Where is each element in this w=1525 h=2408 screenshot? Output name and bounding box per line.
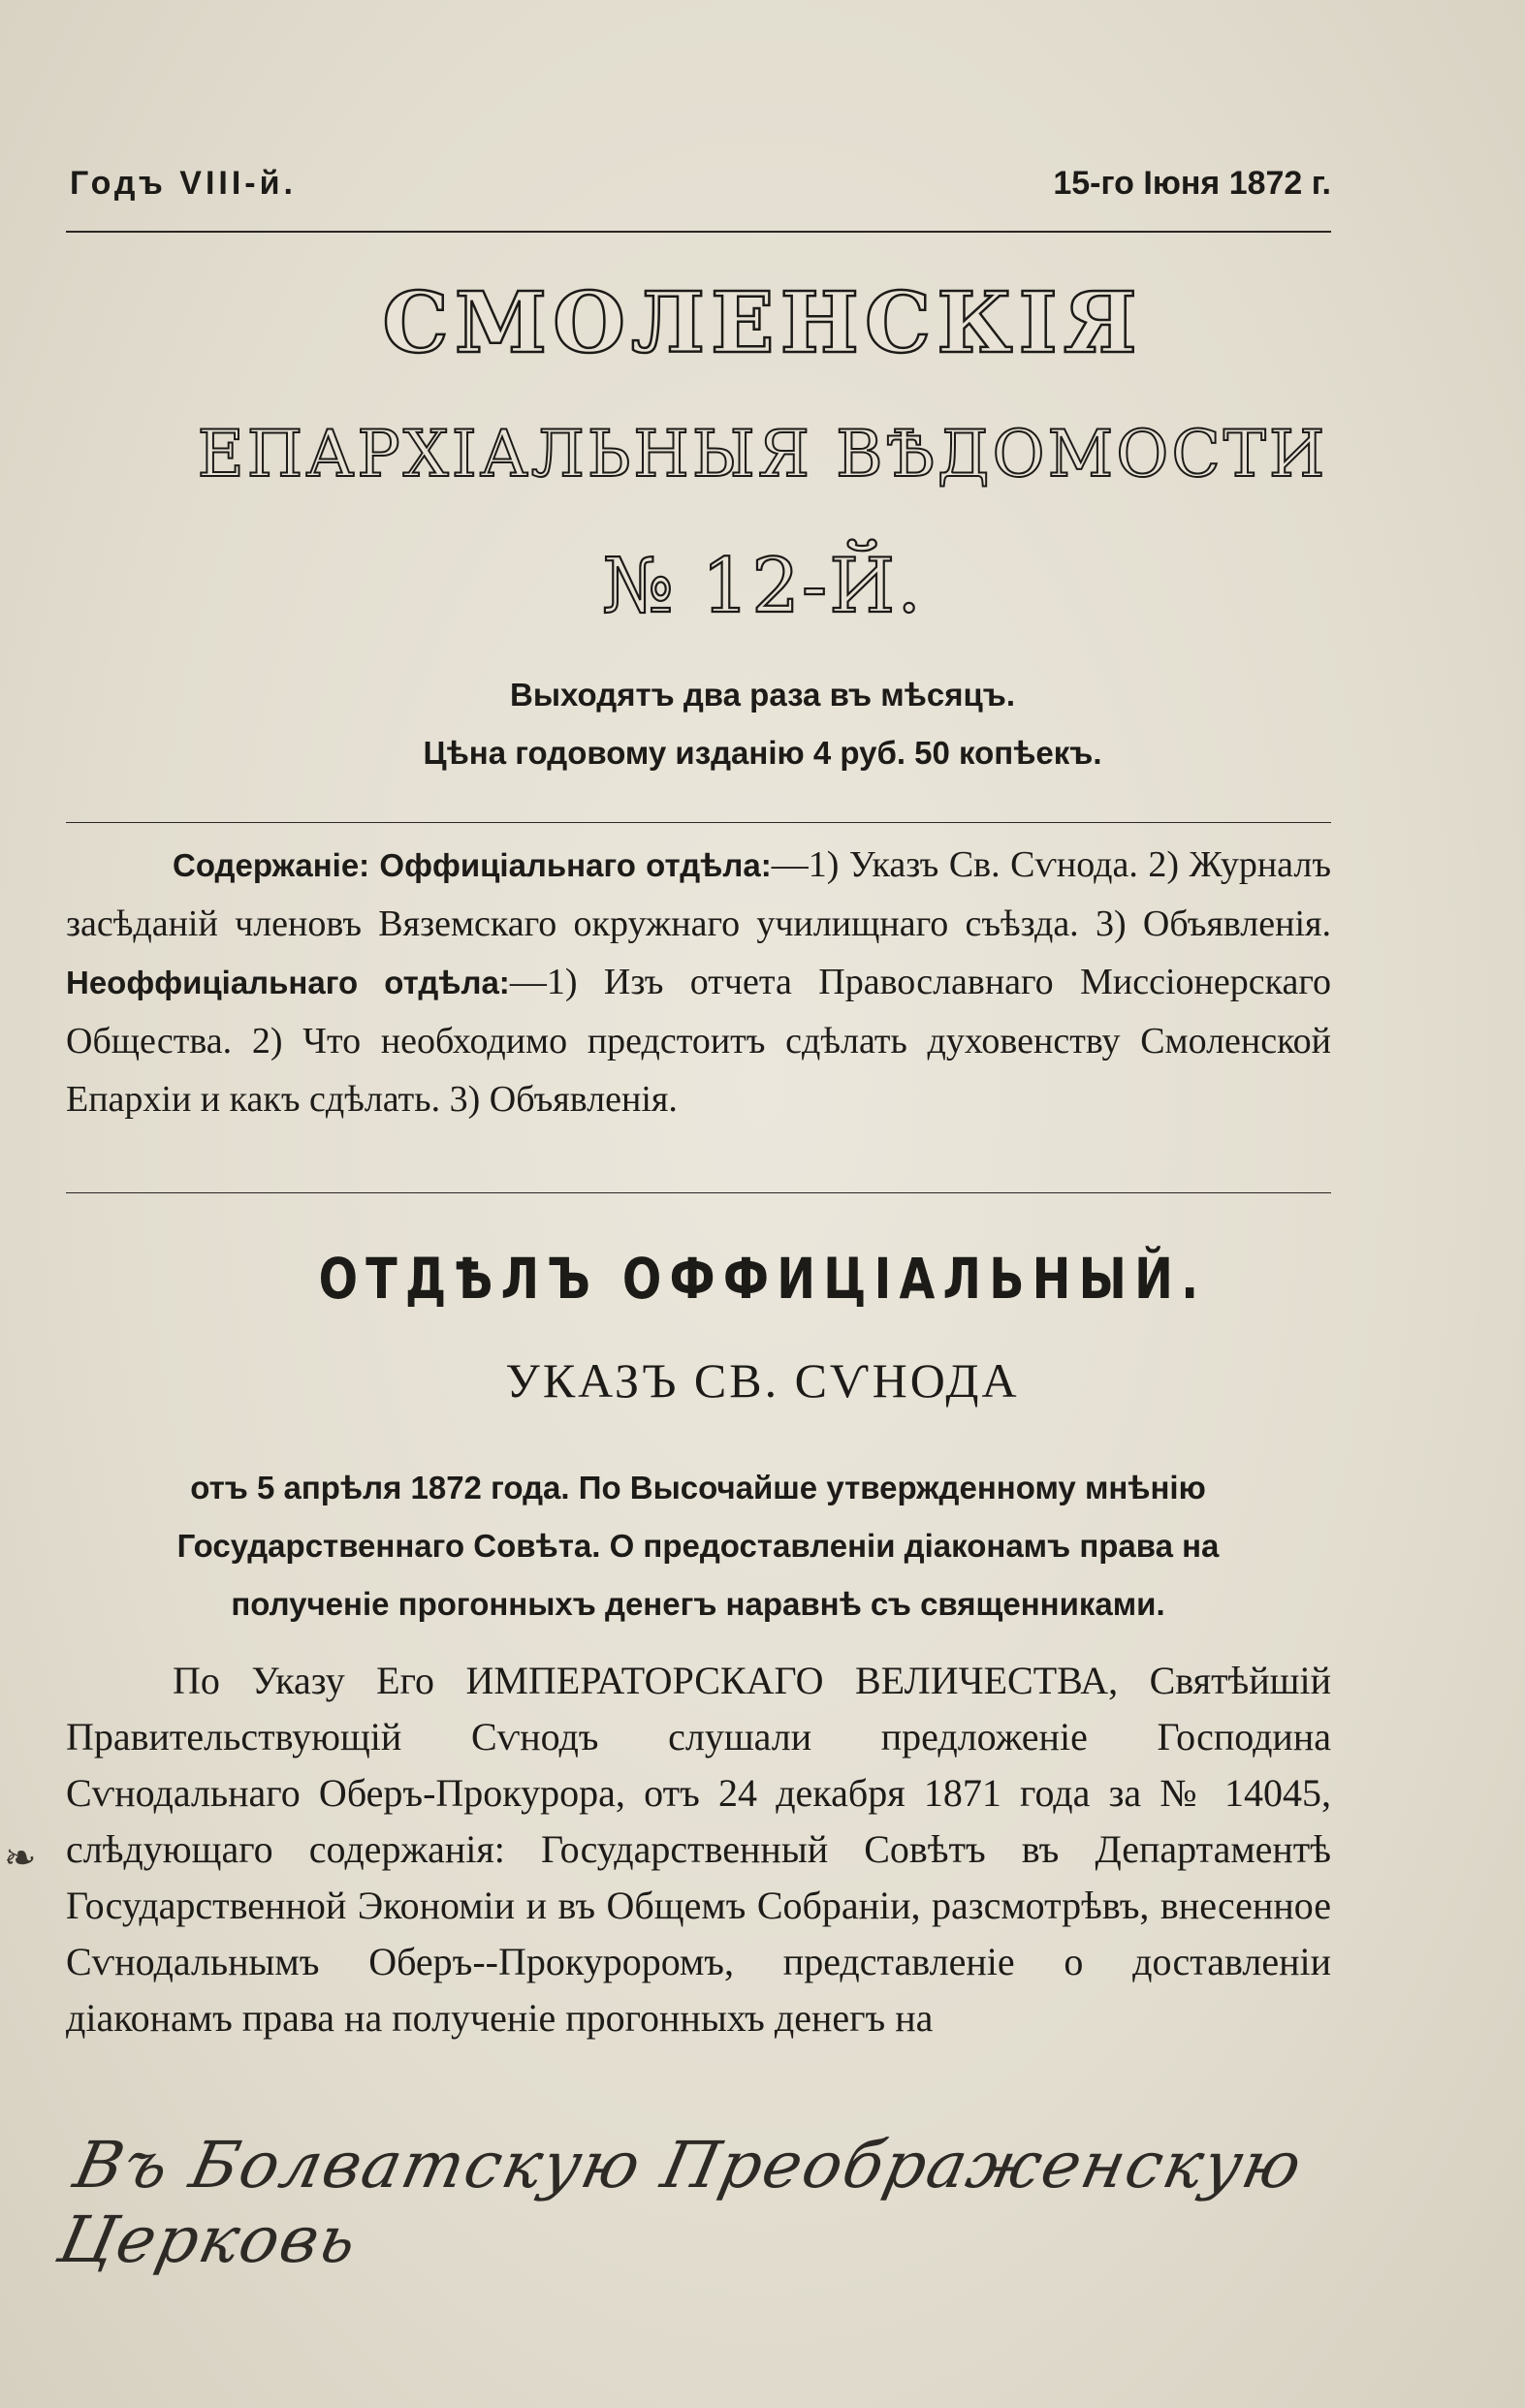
margin-ink-mark: ❧ — [4, 1836, 37, 1880]
masthead-title: СМОЛЕНСКІЯ — [382, 274, 1143, 372]
contents-official-items: —1) Указъ Св. Сѵнода. 2) Журналъ засѣданій членовъ Вяземскаго окружнаго училищнаго съѣзда. 3) Объявленія. — [66, 844, 1331, 944]
decree-summary: отъ 5 апрѣля 1872 года. По Высочайше утвержденному мнѣнію Государственнаго Совѣта. О предоставленіи діаконамъ права на полученіе прогонныхъ денегъ наравнѣ съ священниками. — [176, 1470, 1220, 1622]
decree-heading: УКАЗЪ СВ. СѴНОДА — [505, 1353, 1020, 1408]
subscription-price: Цѣна годовому изданію 4 руб. 50 копѣекъ. — [423, 735, 1102, 771]
masthead-subtitle: ЕПАРХІАЛЬНЫЯ ВѢДОМОСТИ — [197, 417, 1328, 491]
contents-top-divider — [66, 822, 1331, 823]
handwritten-inscription — [29, 2128, 1483, 2277]
issue-year: Годъ VIII-й. — [70, 165, 297, 202]
contents-unofficial-label: Неоффиціальнаго отдѣла: — [66, 965, 510, 1000]
issue-date: 15-го Іюня 1872 г. — [1053, 165, 1331, 202]
contents-official-label: Содержаніе: Оффиціальнаго отдѣла: — [173, 847, 772, 883]
contents-unofficial-items: —1) Изъ отчета Православнаго Миссіонерскаго Общества. 2) Что необходимо предстоитъ сдѣлать духовенству Смоленской Епархіи и какъ сдѣлать. 3) Объявленія. — [66, 962, 1331, 1120]
decree-body: По Указу Его ИМПЕРАТОРСКАГО ВЕЛИЧЕСТВА, Святѣйшій Правительствующій Сѵнодъ слушали предложеніе Господина Сѵнодальнаго Оберъ-Прокурора, отъ 24 декабря 1871 года за № 14045, слѣдующаго содержанія: Государственный Совѣтъ въ Департаментѣ Государственной Экономіи и въ Общемъ Собраніи, разсмотрѣвъ, внесенное Сѵнодальнымъ Оберъ--Прокуроромъ, представленіе о доставленіи діаконамъ права на полученіе прогонныхъ денегъ на — [66, 1659, 1331, 2040]
table-of-contents — [66, 836, 1331, 1128]
handwritten-note: Въ Болватскую Преображенскую Церковь — [51, 2128, 1310, 2277]
issue-number: № 12-Й. — [601, 543, 924, 630]
publication-frequency: Выходятъ два раза въ мѣсяцъ. — [510, 677, 1015, 713]
header-row — [66, 165, 1331, 213]
contents-bottom-divider — [66, 1192, 1331, 1193]
section-title: ОТДѢЛЪ ОФФИЦІАЛЬНЫЙ. — [318, 1246, 1207, 1312]
header-divider — [66, 231, 1331, 233]
